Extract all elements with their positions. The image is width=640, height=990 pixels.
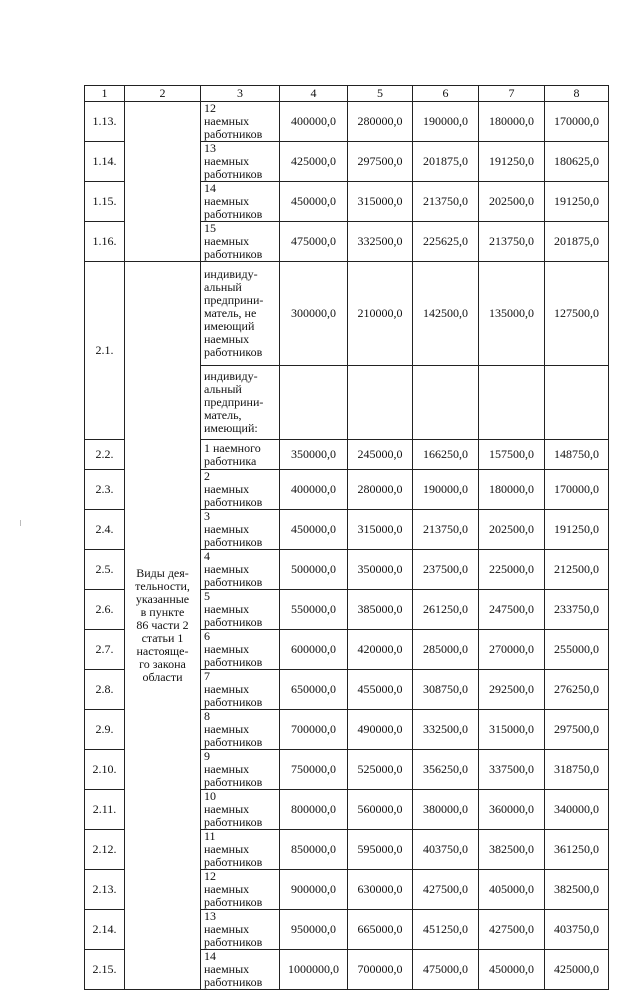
value-cell: 356250,0 [413, 750, 479, 790]
margin-mark [20, 520, 21, 526]
value-cell: 191250,0 [479, 142, 545, 182]
value-cell: 525000,0 [348, 750, 413, 790]
value-cell: 800000,0 [280, 790, 348, 830]
value-cell: 270000,0 [479, 630, 545, 670]
header-cell: 3 [201, 86, 280, 102]
rates-table [84, 85, 609, 990]
activity-cell-top [125, 102, 201, 262]
value-cell: 420000,0 [348, 630, 413, 670]
value-cell: 490000,0 [348, 710, 413, 750]
value-cell: 135000,0 [479, 262, 545, 366]
value-cell: 455000,0 [348, 670, 413, 710]
row-label: 1 наемного работника [201, 440, 280, 470]
row-number: 2.1. [85, 262, 125, 440]
value-cell: 382500,0 [545, 870, 609, 910]
table-row [85, 262, 609, 366]
value-cell: 225000,0 [479, 550, 545, 590]
row-label: 14 наемных работников [201, 182, 280, 222]
value-cell: 350000,0 [280, 440, 348, 470]
value-cell: 170000,0 [545, 470, 609, 510]
value-cell: 595000,0 [348, 830, 413, 870]
row-number: 2.2. [85, 440, 125, 470]
row-number: 2.15. [85, 950, 125, 990]
value-cell [413, 366, 479, 440]
row-label: 2 наемных работников [201, 470, 280, 510]
value-cell: 560000,0 [348, 790, 413, 830]
row-number: 1.15. [85, 182, 125, 222]
value-cell: 233750,0 [545, 590, 609, 630]
value-cell: 142500,0 [413, 262, 479, 366]
value-cell: 157500,0 [479, 440, 545, 470]
header-cell: 4 [280, 86, 348, 102]
row-number: 2.7. [85, 630, 125, 670]
row-label: 9 наемных работников [201, 750, 280, 790]
value-cell: 950000,0 [280, 910, 348, 950]
value-cell: 361250,0 [545, 830, 609, 870]
value-cell: 360000,0 [479, 790, 545, 830]
value-cell: 255000,0 [545, 630, 609, 670]
value-cell: 210000,0 [348, 262, 413, 366]
value-cell: 332500,0 [413, 710, 479, 750]
value-cell: 700000,0 [280, 710, 348, 750]
row-label: 4 наемных работников [201, 550, 280, 590]
value-cell: 451250,0 [413, 910, 479, 950]
row-number: 1.16. [85, 222, 125, 262]
value-cell: 900000,0 [280, 870, 348, 910]
value-cell: 350000,0 [348, 550, 413, 590]
row-number: 2.11. [85, 790, 125, 830]
value-cell: 213750,0 [413, 510, 479, 550]
value-cell: 247500,0 [479, 590, 545, 630]
value-cell: 280000,0 [348, 102, 413, 142]
row-number: 2.3. [85, 470, 125, 510]
value-cell: 475000,0 [413, 950, 479, 990]
value-cell: 201875,0 [545, 222, 609, 262]
value-cell: 213750,0 [479, 222, 545, 262]
row-label: 13 наемных работников [201, 142, 280, 182]
value-cell: 202500,0 [479, 510, 545, 550]
value-cell: 225625,0 [413, 222, 479, 262]
value-cell: 245000,0 [348, 440, 413, 470]
value-cell: 308750,0 [413, 670, 479, 710]
row-label: 15 наемных работников [201, 222, 280, 262]
value-cell: 425000,0 [280, 142, 348, 182]
header-row [85, 86, 609, 102]
value-cell: 191250,0 [545, 182, 609, 222]
value-cell: 475000,0 [280, 222, 348, 262]
row-number: 2.13. [85, 870, 125, 910]
value-cell: 318750,0 [545, 750, 609, 790]
value-cell: 650000,0 [280, 670, 348, 710]
value-cell: 237500,0 [413, 550, 479, 590]
row-number: 1.13. [85, 102, 125, 142]
value-cell: 450000,0 [479, 950, 545, 990]
row-number: 2.14. [85, 910, 125, 950]
value-cell: 180625,0 [545, 142, 609, 182]
header-cell: 1 [85, 86, 125, 102]
row-label: 13 наемных работников [201, 910, 280, 950]
header-cell: 2 [125, 86, 201, 102]
value-cell: 427500,0 [479, 910, 545, 950]
value-cell: 212500,0 [545, 550, 609, 590]
value-cell: 400000,0 [280, 470, 348, 510]
value-cell: 201875,0 [413, 142, 479, 182]
row-label: 8 наемных работников [201, 710, 280, 750]
value-cell: 337500,0 [479, 750, 545, 790]
value-cell: 191250,0 [545, 510, 609, 550]
value-cell: 403750,0 [413, 830, 479, 870]
row-label: 6 наемных работников [201, 630, 280, 670]
header-cell: 7 [479, 86, 545, 102]
value-cell: 500000,0 [280, 550, 348, 590]
value-cell: 261250,0 [413, 590, 479, 630]
value-cell: 297500,0 [545, 710, 609, 750]
row-label: 5 наемных работников [201, 590, 280, 630]
row-label: 10 наемных работников [201, 790, 280, 830]
row-number: 2.5. [85, 550, 125, 590]
value-cell: 700000,0 [348, 950, 413, 990]
row-number: 2.9. [85, 710, 125, 750]
value-cell: 190000,0 [413, 470, 479, 510]
value-cell: 427500,0 [413, 870, 479, 910]
row-number: 2.12. [85, 830, 125, 870]
value-cell: 1000000,0 [280, 950, 348, 990]
row-label: индивиду- альный предприни- матель, не имеющий наемных работников [201, 262, 280, 366]
value-cell: 340000,0 [545, 790, 609, 830]
value-cell [479, 366, 545, 440]
value-cell: 127500,0 [545, 262, 609, 366]
row-number: 2.4. [85, 510, 125, 550]
value-cell: 550000,0 [280, 590, 348, 630]
value-cell: 850000,0 [280, 830, 348, 870]
value-cell: 190000,0 [413, 102, 479, 142]
row-number: 2.8. [85, 670, 125, 710]
value-cell: 148750,0 [545, 440, 609, 470]
value-cell: 180000,0 [479, 470, 545, 510]
header-cell: 8 [545, 86, 609, 102]
row-number: 2.10. [85, 750, 125, 790]
value-cell: 300000,0 [280, 262, 348, 366]
value-cell: 382500,0 [479, 830, 545, 870]
value-cell: 400000,0 [280, 102, 348, 142]
row-label: 12 наемных работников [201, 102, 280, 142]
row-number: 2.6. [85, 590, 125, 630]
value-cell: 380000,0 [413, 790, 479, 830]
value-cell: 450000,0 [280, 510, 348, 550]
value-cell: 202500,0 [479, 182, 545, 222]
row-label: 3 наемных работников [201, 510, 280, 550]
value-cell: 285000,0 [413, 630, 479, 670]
value-cell: 315000,0 [348, 510, 413, 550]
value-cell: 292500,0 [479, 670, 545, 710]
value-cell: 403750,0 [545, 910, 609, 950]
value-cell [545, 366, 609, 440]
value-cell: 213750,0 [413, 182, 479, 222]
row-label: 12 наемных работников [201, 870, 280, 910]
value-cell: 405000,0 [479, 870, 545, 910]
value-cell [280, 366, 348, 440]
value-cell: 665000,0 [348, 910, 413, 950]
value-cell: 315000,0 [348, 182, 413, 222]
value-cell: 425000,0 [545, 950, 609, 990]
value-cell: 630000,0 [348, 870, 413, 910]
value-cell: 170000,0 [545, 102, 609, 142]
row-number: 1.14. [85, 142, 125, 182]
row-label: 14 наемных работников [201, 950, 280, 990]
value-cell: 166250,0 [413, 440, 479, 470]
value-cell: 385000,0 [348, 590, 413, 630]
row-label: 7 наемных работников [201, 670, 280, 710]
row-label: индивиду- альный предприни- матель, имеющий: [201, 366, 280, 440]
value-cell: 600000,0 [280, 630, 348, 670]
header-cell: 6 [413, 86, 479, 102]
header-cell: 5 [348, 86, 413, 102]
value-cell: 276250,0 [545, 670, 609, 710]
row-label: 11 наемных работников [201, 830, 280, 870]
value-cell: 315000,0 [479, 710, 545, 750]
value-cell: 450000,0 [280, 182, 348, 222]
table-row [85, 102, 609, 142]
value-cell: 750000,0 [280, 750, 348, 790]
value-cell [348, 366, 413, 440]
value-cell: 297500,0 [348, 142, 413, 182]
activity-cell: Виды дея- тельности, указанные в пункте 86 части 2 статьи 1 настояще- го закона области [125, 262, 201, 990]
value-cell: 180000,0 [479, 102, 545, 142]
value-cell: 332500,0 [348, 222, 413, 262]
value-cell: 280000,0 [348, 470, 413, 510]
